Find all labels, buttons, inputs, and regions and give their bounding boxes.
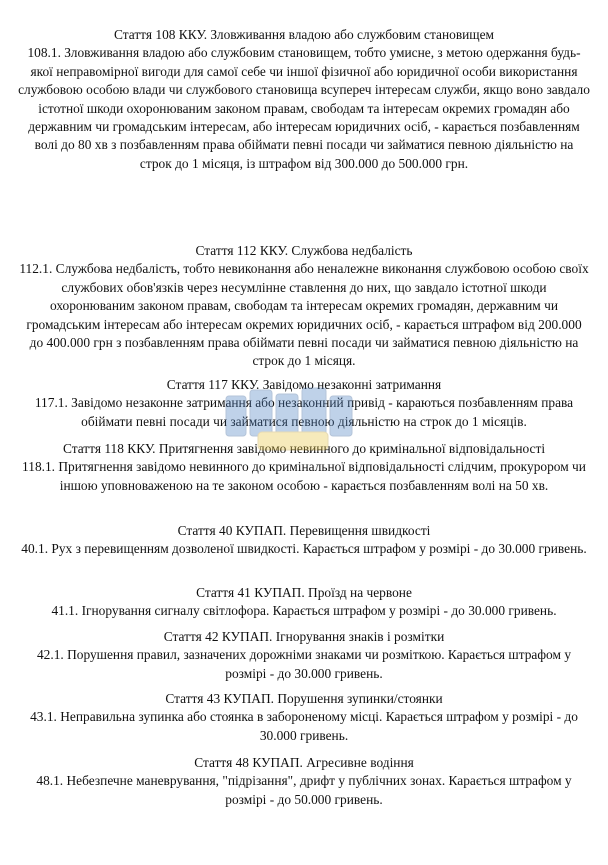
article-title: Стаття 41 КУПАП. Проїзд на червоне	[196, 585, 412, 600]
article-title: Стаття 43 КУПАП. Порушення зупинки/стоянки	[165, 691, 443, 706]
article-text: 112.1. Службова недбалість, тобто невиконання або неналежне виконання службовою особою своїх службових обов'язків через несумлінне ставлення до них, що завдало істотної шкоди охоронюваним законом правам, свободам та інтересам окремих громадян, державним чи громадським інтересам або інтересам окремих юридичних осіб, - карається штрафом від 200.000 до 400.000 грн з позбавленням права обіймати певні посади чи займатися певною діяльністю на строк до 1 місяця.	[19, 261, 589, 369]
article-48	[18, 754, 590, 809]
article-title: Стаття 112 ККУ. Службова недбалість	[195, 243, 413, 258]
article-41	[18, 584, 590, 621]
article-text: 40.1. Рух з перевищенням дозволеної швидкості. Карається штрафом у розмірі - до 30.000 гривень.	[21, 541, 587, 557]
article-title: Стаття 118 ККУ. Притягнення завідомо невинного до кримінальної відповідальності	[62, 441, 546, 456]
article-117	[18, 376, 590, 431]
article-text: 43.1. Неправильна зупинка або стоянка в забороненому місці. Карається штрафом у розмірі - до 30.000 гривень.	[30, 709, 578, 743]
article-108	[18, 26, 590, 173]
article-title: Стаття 117 ККУ. Завідомо незаконні затримання	[166, 377, 442, 392]
article-40	[18, 522, 590, 559]
article-text: 48.1. Небезпечне маневрування, "підрізання", дрифт у публічних зонах. Карається штрафом у розмірі - до 50.000 гривень.	[36, 773, 572, 807]
article-text: 42.1. Порушення правил, зазначених дорожніми знаками чи розміткою. Карається штрафом у розмірі - до 30.000 гривень.	[36, 647, 572, 681]
article-title: Стаття 42 КУПАП. Ігнорування знаків і розмітки	[163, 629, 445, 644]
article-112	[18, 242, 590, 371]
article-title: Стаття 108 ККУ. Зловживання владою або службовим становищем	[113, 27, 495, 42]
article-text: 118.1. Притягнення завідомо невинного до кримінальної відповідальності слідчим, прокурором чи іншою уповноваженою на те законом особою - карається позбавленням волі на 50 хв.	[22, 459, 586, 493]
article-title: Стаття 40 КУПАП. Перевищення швидкості	[177, 523, 431, 538]
article-118	[18, 440, 590, 495]
article-text: 108.1. Зловживання владою або службовим становищем, тобто умисне, з метою одержання будь-якої неправомірної вигоди для самої себе чи іншої фізичної або юридичної особи використання службовою особою влади чи службового становища всупереч інтересам служби, якщо воно завдало істотної шкоди охоронюваним законом правам, свободам та інтересам окремих громадян або державним чи громадським інтересам, або інтересам юридичних осіб, - карається позбавленням волі до 80 хв з позбавленням права обіймати певні посади чи займатися певною діяльністю на строк до 1 місяця, із штрафом від 300.000 до 500.000 грн.	[18, 45, 590, 171]
article-text: 117.1. Завідомо незаконне затримання або незаконний привід - караються позбавленням права обіймати певні посади чи займатися певною діяльністю на строк до 1 місяців.	[34, 395, 574, 429]
article-text: 41.1. Ігнорування сигналу світлофора. Карається штрафом у розмірі - до 30.000 гривень.	[51, 603, 557, 619]
article-42	[18, 628, 590, 683]
article-title: Стаття 48 КУПАП. Агресивне водіння	[194, 755, 414, 770]
article-43	[18, 690, 590, 745]
